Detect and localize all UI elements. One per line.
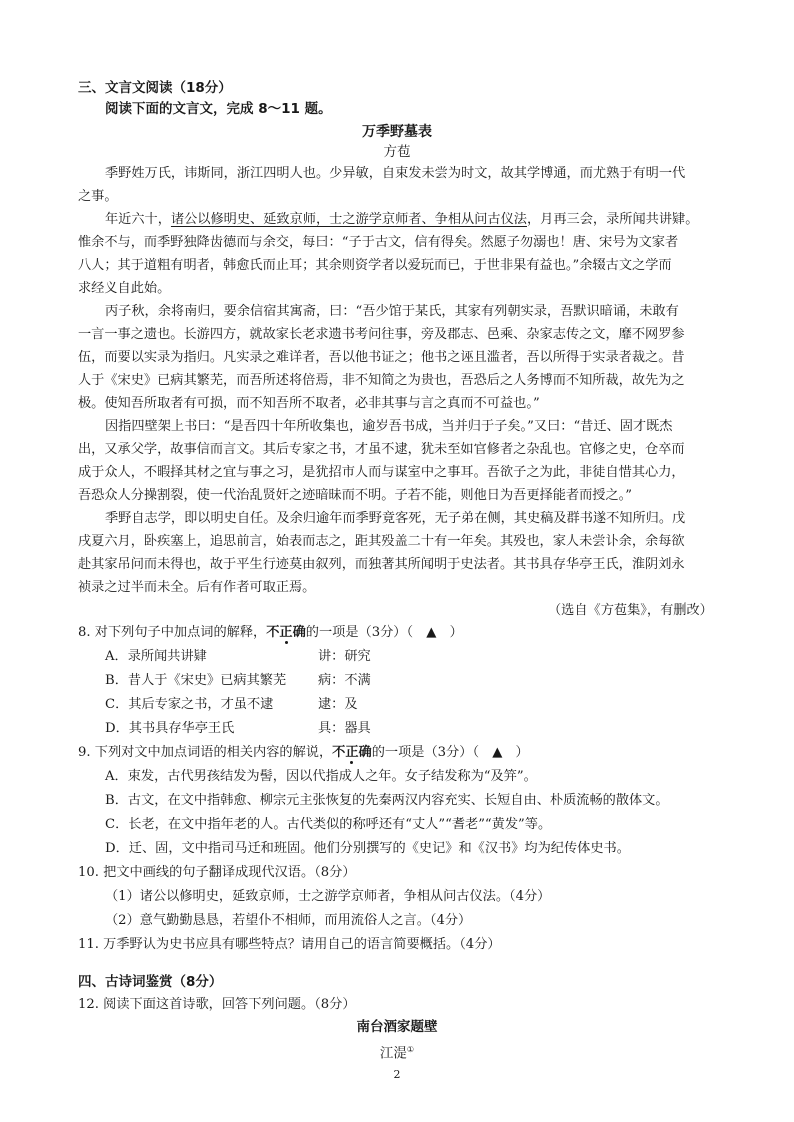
q9-option-a: A．束发，古代男孩结发为髻，因以代指成人之年。女子结发称为“及笄”。: [105, 769, 537, 784]
poem-title: 南台酒家题壁: [356, 1019, 438, 1035]
q12-stem: 12. 阅读下面这首诗歌，回答下列问题。（8分）: [78, 997, 356, 1012]
passage-line: 祯录之过半而未全。后有作者可取正焉。: [78, 580, 316, 595]
section3-instruction: 阅读下面的文言文，完成 8～11 题。: [105, 101, 332, 117]
q8-option-a-gloss: 讲：研究: [318, 649, 371, 664]
page-number: 2: [393, 1068, 401, 1081]
q9-option-d: D．迁、固，文中指司马迁和班固。他们分别撰写的《史记》和《汉书》均为纪传体史书。: [105, 841, 630, 856]
q8-negative-mark: 不正确: [266, 625, 306, 640]
q9-option-c: C．长老，在文中指年老的人。古代类似的称呼还有“丈人”“耆老”“黄发”等。: [105, 817, 552, 832]
passage-line: [105, 211, 698, 228]
q8-stem: [78, 624, 463, 641]
q8-option-c: C．其后专家之书，才虽不逮: [105, 697, 274, 712]
passage-text: 年近六十，: [105, 212, 171, 227]
q8-stem-text: 的一项是（3分）（ ▲ ）: [305, 625, 463, 640]
poet-name: 江湜: [379, 1045, 407, 1062]
passage-line: 赴其家吊问而未得也，故于平生行迹莫由叙列，而独著其所闻明于史法者。其书具存华亭王氏，淮阴刘永: [78, 557, 685, 572]
passage-line: 人于《宋史》已病其繁芜，而吾所述将倍焉，非不知简之为贵也，吾恐后之人务博而不知所裁，故先为之: [78, 373, 685, 388]
passage-source: （选自《方苞集》，有删改）: [548, 603, 713, 618]
passage-line: 季野姓万氏，讳斯同，浙江四明人也。少异敏，自束发未尝为时文，故其学博通，而尤熟于有明一代: [105, 166, 686, 181]
passage-line: 丙子秋，余将南归，要余信宿其寓斋，曰：“吾少馆于某氏，其家有列朝实录，吾默识暗诵，未敢有: [105, 304, 679, 319]
passage-author: 方苞: [383, 144, 411, 160]
passage-line: 伍，而要以实录为指归。凡实录之难详者，吾以他书证之；他书之诬且滥者，吾以所得于实录者裁之。昔: [78, 350, 685, 365]
q10-item-1: （1）诸公以修明史，延致京师，士之游学京师者，争相从问古仪法。（4分）: [105, 889, 551, 904]
passage-line: 极。使知吾所取者有可损，而不知吾所不取者，必非其事与言之真而不可益也。”: [78, 396, 540, 411]
q8-option-d-gloss: 具：器具: [318, 721, 371, 736]
section4-heading: 四、古诗词鉴赏（8分）: [78, 974, 223, 990]
passage-line: 惟余不与，而季野独降齿德而与余交，每曰：“子于古文，信有得矣。然愿子勿溺也！唐、宋号为文家者: [78, 235, 679, 250]
passage-line: 季野自志学，即以明史自任。及余归逾年而季野竟客死，无子弟在侧，其史稿及群书遂不知所归。戊: [105, 511, 686, 526]
q10-stem: 10. 把文中画线的句子翻译成现代汉语。（8分）: [78, 865, 356, 880]
q8-option-b-gloss: 病：不满: [318, 673, 371, 688]
q10-item-2: （2）意气勤勤恳恳，若望仆不相师，而用流俗人之言。（4分）: [105, 913, 472, 928]
passage-line: 戌夏六月，卧疾塞上，追思前言，始表而志之，距其殁盖二十有一年矣。其殁也，家人未尝讣余，余每欲: [78, 534, 685, 549]
section3-heading: 三、文言文阅读（18分）: [78, 80, 232, 96]
passage-line: 之事。: [78, 189, 118, 204]
passage-line: 吾恐众人分操割裂，使一代治乱贤奸之迹暗昧而不明。子若不能，则他日为吾更择能者而授之。”: [78, 488, 633, 503]
passage-title: 万季野墓表: [362, 124, 432, 140]
passage-line: 出，又承父学，故事信而言文。其后专家之书，才虽不逮，犹未至如官修者之杂乱也。官修之史，仓卒而: [78, 442, 685, 457]
poet-footnote-mark: ①: [406, 1045, 415, 1054]
q8-option-a: A．录所闻共讲肄: [105, 649, 207, 664]
passage-line: 八人；其于道粗有明者，韩愈氏而止耳；其余则资学者以爱玩而已，于世非果有益也。”余辍古文之学而: [78, 258, 672, 273]
q9-option-b: B．古文，在文中指韩愈、柳宗元主张恢复的先秦两汉内容充实、长短自由、朴质流畅的散体文。: [105, 793, 669, 808]
underlined-sentence: 诸公以修明史、延致京师，士之游学京师者、争相从问古仪法: [170, 212, 527, 227]
q11-stem: 11. 万季野认为史书应具有哪些特点？请用自己的语言简要概括。（4分）: [78, 937, 501, 952]
q8-option-c-gloss: 逮：及: [318, 697, 358, 712]
q8-option-b: B．昔人于《宋史》已病其繁芜: [105, 673, 287, 688]
passage-line: 因指四壁架上书曰：“是吾四十年所收集也，逾岁吾书成，当并归于子矣。”又曰：“昔迁、固才既杰: [105, 419, 673, 434]
poem-poet: [0, 1041, 794, 1063]
q8-stem-text: 8. 对下列句子中加点词的解释，: [78, 625, 267, 640]
q9-stem-text: 9. 下列对文中加点词语的相关内容的解说，: [78, 745, 333, 760]
q9-negative-mark: 不正确: [332, 745, 372, 760]
passage-line: 求经义自此始。: [78, 281, 171, 296]
q9-stem: [78, 744, 529, 761]
passage-line: 成于众人，不暇择其材之宜与事之习，是犹招市人而与谋室中之事耳。吾欲子之为此，非徒自惜其心力，: [78, 465, 685, 480]
q8-option-d: D．其书具存华亭王氏: [105, 721, 235, 736]
passage-text: ，月再三会，录所闻共讲肄。: [527, 212, 699, 227]
passage-line: 一言一事之遗也。长游四方，就故家长老求遗书考问往事，旁及郡志、邑乘、杂家志传之文，靡不网罗参: [78, 327, 685, 342]
q9-stem-text: 的一项是（3分）（ ▲ ）: [371, 745, 529, 760]
